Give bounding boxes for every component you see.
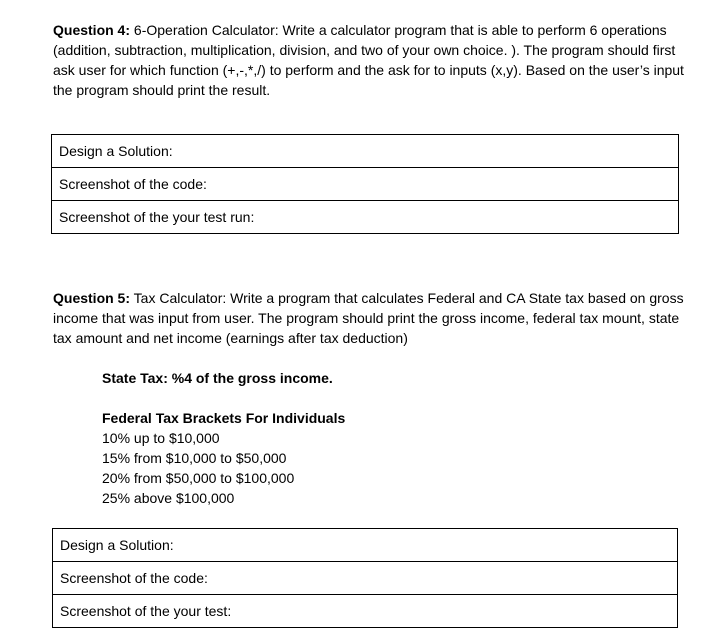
test-run-screenshot-cell[interactable]: Screenshot of the your test run:: [52, 201, 679, 234]
state-tax-line: State Tax: %4 of the gross income.: [102, 370, 333, 386]
bracket-item: 20% from $50,000 to $100,000: [102, 470, 295, 486]
table-row: [52, 168, 679, 201]
question-4-label: Question 4:: [53, 22, 131, 38]
table-row: [52, 201, 679, 234]
question-5-text: Tax Calculator: Write a program that calculates Federal and CA State tax based on gross income that was input from user. The program should print the gross income, federal tax mount, state tax amount and net income (earnings after tax deduction): [53, 290, 684, 346]
test-screenshot-cell[interactable]: Screenshot of the your test:: [53, 595, 678, 628]
table-row: [52, 135, 679, 168]
question-5-paragraph: [53, 288, 693, 348]
table-row: [53, 529, 678, 562]
design-solution-cell[interactable]: Design a Solution:: [52, 135, 679, 168]
brackets-title: Federal Tax Brackets For Individuals: [102, 410, 346, 426]
design-solution-cell[interactable]: Design a Solution:: [53, 529, 678, 562]
code-screenshot-cell[interactable]: Screenshot of the code:: [52, 168, 679, 201]
bracket-item: 10% up to $10,000: [102, 430, 220, 446]
question-4-paragraph: [53, 20, 693, 100]
table-row: [53, 595, 678, 628]
table-row: [53, 562, 678, 595]
question-4-answer-table: [51, 134, 679, 234]
bracket-item: 15% from $10,000 to $50,000: [102, 450, 287, 466]
code-screenshot-cell[interactable]: Screenshot of the code:: [53, 562, 678, 595]
bracket-item: 25% above $100,000: [102, 490, 235, 506]
question-4-text: 6-Operation Calculator: Write a calculator program that is able to perform 6 operations (addition, subtraction, multiplication, division, and two of your own choice. ). The program should first ask user for which function (+,-,*,/) to perform and the ask for to inputs (x,y). Based on the user’s input the program should print the result.: [53, 22, 684, 98]
question-5-answer-table: [52, 528, 678, 628]
question-5-label: Question 5:: [53, 290, 131, 306]
federal-brackets-block: [102, 408, 345, 508]
